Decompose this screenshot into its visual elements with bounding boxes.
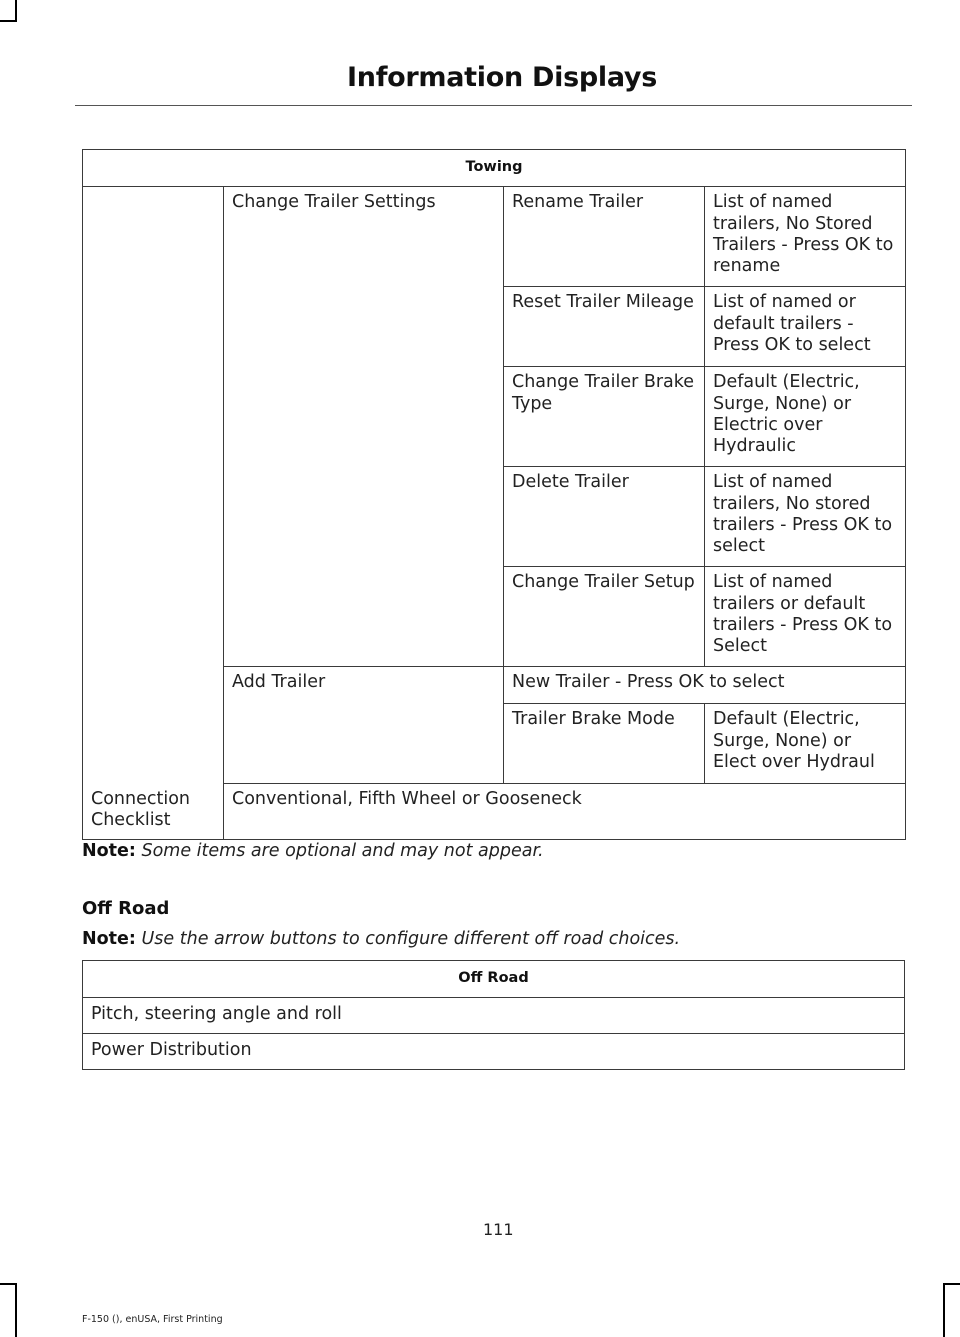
brake-mode-value: Default (Electric, Surge, None) or Elect over Hydraul [705,704,906,784]
towing-table-heading: Towing [83,150,906,187]
crop-mark-top-left-h [0,20,17,22]
crop-mark-bottom-left [15,1283,17,1337]
note-label: Note: [82,929,136,949]
rename-trailer-cell: Rename Trailer [504,187,705,287]
new-trailer-cell: New Trailer - Press OK to select [504,667,906,704]
offroad-row: Power Distribution [83,1034,905,1070]
connection-value-cell: Conventional, Fifth Wheel or Gooseneck [224,784,906,840]
page-header-title: Information Displays [347,62,657,93]
note-text: Use the arrow buttons to configure different off road choices. [141,929,681,949]
change-setup-value: List of named trailers or default trailers - Press OK to Select [705,567,906,667]
crop-mark-bottom-right-h [943,1283,960,1285]
offroad-table-heading: Off Road [83,961,905,998]
header-rule [75,105,912,106]
crop-mark-top-left [15,0,17,22]
offroad-row: Pitch, steering angle and roll [83,998,905,1034]
delete-trailer-value: List of named trailers, No stored trailers - Press OK to select [705,467,906,567]
connection-checklist-cell: Connection Checklist [83,784,224,840]
add-trailer-cell: Add Trailer [224,667,504,784]
footer-text: F-150 (), enUSA, First Printing [82,1314,223,1325]
reset-mileage-value: List of named or default trailers - Press OK to select [705,287,906,367]
change-trailer-settings-cell: Change Trailer Settings [224,187,504,667]
brake-type-cell: Change Trailer Brake Type [504,367,705,467]
change-setup-cell: Change Trailer Setup [504,567,705,667]
note-text: Some items are optional and may not appear. [141,841,544,861]
note-arrow-buttons [82,929,680,949]
page-number: 111 [483,1220,514,1239]
offroad-table [82,960,905,1070]
towing-empty-cell [83,187,224,784]
note-optional-items [82,841,544,861]
reset-mileage-cell: Reset Trailer Mileage [504,287,705,367]
crop-mark-bottom-left-h [0,1283,17,1285]
brake-mode-cell: Trailer Brake Mode [504,704,705,784]
crop-mark-bottom-right [943,1283,945,1337]
delete-trailer-cell: Delete Trailer [504,467,705,567]
note-label: Note: [82,841,136,861]
brake-type-value: Default (Electric, Surge, None) or Electric over Hydraulic [705,367,906,467]
offroad-section-title: Off Road [82,898,170,919]
towing-table [82,149,906,840]
rename-trailer-value: List of named trailers, No Stored Trailers - Press OK to rename [705,187,906,287]
